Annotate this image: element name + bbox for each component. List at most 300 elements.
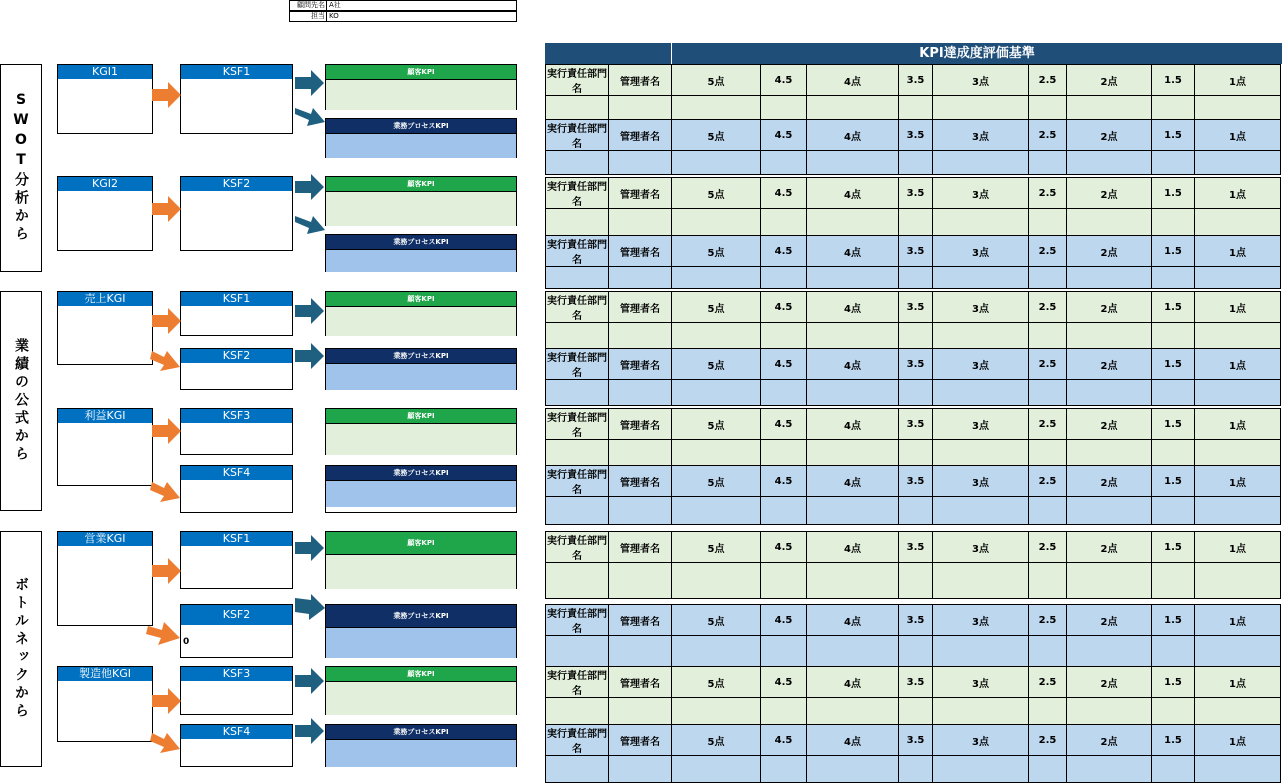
score-header-cell: 2点: [1067, 292, 1152, 323]
ksf-box[interactable]: [180, 724, 293, 767]
score-input-cell[interactable]: [761, 497, 807, 525]
arrow-diagonal-icon: [150, 343, 182, 373]
section-swot-label: SWOT分析から: [13, 92, 29, 244]
score-input-cell[interactable]: [933, 267, 1029, 289]
score-header-cell: 管理者名: [609, 725, 672, 756]
score-header-cell: 2.5: [1029, 667, 1067, 698]
customer-kpi-header: 顧客KPI: [326, 409, 516, 423]
ksf-header: KSF4: [181, 466, 292, 480]
ksf-box[interactable]: [180, 666, 293, 715]
score-header-cell: 3.5: [899, 466, 933, 497]
process-kpi-header: 業務プロセスKPI: [326, 119, 516, 133]
score-header-cell: 3点: [933, 532, 1029, 563]
score-header-cell: 3.5: [899, 667, 933, 698]
process-kpi-box[interactable]: [325, 724, 517, 767]
kpi-criteria-table: [545, 177, 1281, 243]
score-input-cell[interactable]: [761, 380, 807, 406]
score-input-cell[interactable]: [933, 497, 1029, 525]
kpi-criteria-title: KPI達成度評価基準: [672, 43, 1282, 64]
score-header-cell: 4点: [807, 120, 899, 151]
score-input-cell[interactable]: [761, 563, 807, 599]
ksf-header: KSF2: [181, 605, 292, 625]
score-header-cell: 1.5: [1152, 349, 1195, 380]
score-input-cell[interactable]: [1195, 380, 1281, 406]
score-header-cell: 1.5: [1152, 725, 1195, 756]
score-header-cell: 管理者名: [609, 349, 672, 380]
score-header-cell: 1.5: [1152, 605, 1195, 636]
customer-kpi-header: 顧客KPI: [326, 65, 516, 79]
customer-kpi-box[interactable]: [325, 408, 517, 455]
ksf-box[interactable]: [180, 531, 293, 589]
score-header-cell: 5点: [672, 466, 761, 497]
score-header-cell: 1.5: [1152, 532, 1195, 563]
score-header-cell: 1点: [1195, 466, 1281, 497]
score-header-cell: 4.5: [761, 178, 807, 209]
arrow-right-icon: [295, 718, 325, 744]
kgi-header: 売上KGI: [58, 292, 152, 306]
client-label: 顧問先名: [290, 1, 327, 10]
score-input-cell[interactable]: [1152, 563, 1195, 599]
score-input-cell[interactable]: [1067, 497, 1152, 525]
score-input-cell[interactable]: [609, 563, 672, 599]
score-header-cell: 3点: [933, 466, 1029, 497]
score-input-cell[interactable]: [933, 563, 1029, 599]
ksf-header: KSF1: [181, 532, 292, 546]
arrow-right-icon: [295, 535, 325, 561]
score-header-cell: 5点: [672, 65, 761, 96]
score-header-cell: 2点: [1067, 349, 1152, 380]
score-header-cell: 1点: [1195, 178, 1281, 209]
score-header-cell: 4点: [807, 65, 899, 96]
score-header-cell: 実行責任部門名: [546, 667, 609, 698]
score-input-cell[interactable]: [1067, 563, 1152, 599]
score-input-cell[interactable]: [899, 563, 933, 599]
score-input-cell[interactable]: [807, 563, 899, 599]
score-header-cell: 管理者名: [609, 532, 672, 563]
score-header-cell: 1点: [1195, 349, 1281, 380]
kgi-header: 営業KGI: [58, 532, 152, 546]
score-header-cell: 2点: [1067, 65, 1152, 96]
ksf-box[interactable]: [180, 64, 293, 134]
score-header-cell: 1.5: [1152, 120, 1195, 151]
score-input-cell[interactable]: [899, 267, 933, 289]
ksf-box[interactable]: [180, 465, 293, 513]
score-input-cell[interactable]: [807, 636, 899, 668]
score-input-cell[interactable]: [899, 151, 933, 175]
score-input-cell[interactable]: [672, 497, 761, 525]
score-input-cell[interactable]: [1029, 380, 1067, 406]
score-header-cell: 1.5: [1152, 65, 1195, 96]
score-header-cell: 2.5: [1029, 466, 1067, 497]
customer-kpi-box[interactable]: [325, 64, 517, 110]
arrow-right-icon: [152, 688, 182, 714]
process-kpi-header: 業務プロセスKPI: [326, 466, 516, 480]
score-input-cell[interactable]: [1029, 563, 1067, 599]
score-header-cell: 5点: [672, 409, 761, 440]
kpi-criteria-table: [545, 64, 1281, 126]
score-header-cell: 2点: [1067, 120, 1152, 151]
score-header-cell: 実行責任部門名: [546, 466, 609, 497]
process-kpi-box[interactable]: [325, 348, 517, 390]
score-input-cell[interactable]: [546, 756, 609, 783]
score-header-cell: 5点: [672, 667, 761, 698]
ksf-header: KSF3: [181, 409, 292, 423]
score-input-cell[interactable]: [546, 380, 609, 406]
arrow-right-icon: [152, 82, 182, 108]
score-input-cell[interactable]: [546, 267, 609, 289]
score-input-cell[interactable]: [933, 756, 1029, 783]
score-header-cell: 4.5: [761, 532, 807, 563]
score-header-cell: 管理者名: [609, 178, 672, 209]
score-header-cell: 4点: [807, 349, 899, 380]
process-kpi-box[interactable]: [325, 465, 517, 513]
arrow-right-icon: [152, 196, 182, 222]
score-header-cell: 5点: [672, 120, 761, 151]
score-header-cell: 2点: [1067, 178, 1152, 209]
customer-kpi-box[interactable]: [325, 531, 517, 589]
ksf-header: KSF4: [181, 725, 292, 739]
score-header-cell: 2.5: [1029, 532, 1067, 563]
process-kpi-header: 業務プロセスKPI: [326, 235, 516, 249]
kpi-criteria-table: [545, 408, 1281, 471]
score-input-cell[interactable]: [609, 380, 672, 406]
score-input-cell[interactable]: [546, 563, 609, 599]
arrow-right-icon: [295, 70, 325, 96]
score-header-cell: 2.5: [1029, 409, 1067, 440]
kgi-header: 利益KGI: [58, 409, 152, 423]
score-input-cell[interactable]: [761, 151, 807, 175]
score-header-cell: 管理者名: [609, 605, 672, 636]
score-input-cell[interactable]: [1067, 380, 1152, 406]
score-header-cell: 2点: [1067, 236, 1152, 267]
score-input-cell[interactable]: [1195, 756, 1281, 783]
score-header-cell: 2.5: [1029, 120, 1067, 151]
arrow-right-icon: [295, 668, 325, 694]
score-header-cell: 実行責任部門名: [546, 349, 609, 380]
score-input-cell[interactable]: [609, 756, 672, 783]
score-header-cell: 5点: [672, 532, 761, 563]
score-input-cell[interactable]: [1152, 497, 1195, 525]
client-value[interactable]: A社: [329, 1, 341, 9]
score-input-cell[interactable]: [933, 151, 1029, 175]
score-input-cell[interactable]: [1067, 151, 1152, 175]
score-header-cell: 1点: [1195, 605, 1281, 636]
score-header-cell: 3.5: [899, 65, 933, 96]
score-header-cell: 3点: [933, 120, 1029, 151]
score-header-cell: 1点: [1195, 65, 1281, 96]
score-header-cell: 4点: [807, 466, 899, 497]
score-header-cell: 3.5: [899, 532, 933, 563]
score-header-cell: 3.5: [899, 409, 933, 440]
ksf-box[interactable]: [180, 176, 293, 251]
arrow-right-icon: [152, 558, 182, 584]
score-header-cell: 4点: [807, 292, 899, 323]
score-header-cell: 1点: [1195, 667, 1281, 698]
score-header-cell: 実行責任部門名: [546, 605, 609, 636]
score-input-cell[interactable]: [933, 380, 1029, 406]
section-gyoseki-label: 業績の公式から: [13, 338, 29, 464]
score-header-cell: 1.5: [1152, 466, 1195, 497]
score-header-cell: 4点: [807, 409, 899, 440]
score-input-cell[interactable]: [546, 497, 609, 525]
ksf-header: KSF3: [181, 667, 292, 681]
score-header-cell: 管理者名: [609, 409, 672, 440]
arrow-right-icon: [295, 298, 325, 324]
score-header-cell: 3.5: [899, 236, 933, 267]
score-input-cell[interactable]: [546, 636, 609, 668]
score-header-cell: 5点: [672, 349, 761, 380]
score-header-cell: 4.5: [761, 65, 807, 96]
score-header-cell: 4.5: [761, 725, 807, 756]
ksf-header: KSF1: [181, 65, 292, 79]
score-header-cell: 3点: [933, 236, 1029, 267]
score-header-cell: 5点: [672, 236, 761, 267]
score-input-cell[interactable]: [1067, 636, 1152, 668]
score-header-cell: 2.5: [1029, 725, 1067, 756]
score-header-cell: 1.5: [1152, 178, 1195, 209]
person-value[interactable]: KO: [329, 12, 339, 20]
score-input-cell[interactable]: [609, 151, 672, 175]
ksf-box[interactable]: [180, 291, 293, 336]
score-header-cell: 4点: [807, 725, 899, 756]
section-bottleneck-label: ボトルネックから: [13, 577, 29, 721]
score-input-cell[interactable]: [1195, 151, 1281, 175]
arrow-diagonal-icon: [295, 594, 325, 622]
score-input-cell[interactable]: [609, 497, 672, 525]
score-header-cell: 3点: [933, 667, 1029, 698]
customer-kpi-box[interactable]: [325, 291, 517, 336]
score-header-cell: 管理者名: [609, 120, 672, 151]
score-input-cell[interactable]: [1029, 636, 1067, 668]
score-header-cell: 2点: [1067, 725, 1152, 756]
score-input-cell[interactable]: [1195, 267, 1281, 289]
process-kpi-box[interactable]: [325, 604, 517, 658]
score-header-cell: 2.5: [1029, 349, 1067, 380]
score-header-cell: 2点: [1067, 409, 1152, 440]
arrow-right-icon: [152, 308, 182, 334]
person-row: [289, 11, 517, 22]
score-header-cell: 1.5: [1152, 667, 1195, 698]
kgi-header: 製造他KGI: [58, 667, 152, 681]
score-header-cell: 実行責任部門名: [546, 409, 609, 440]
score-input-cell[interactable]: [761, 267, 807, 289]
process-kpi-header: 業務プロセスKPI: [326, 725, 516, 739]
score-header-cell: 管理者名: [609, 292, 672, 323]
score-input-cell[interactable]: [1152, 267, 1195, 289]
score-header-cell: 4.5: [761, 292, 807, 323]
score-header-cell: 5点: [672, 725, 761, 756]
kgi-box[interactable]: [57, 531, 153, 626]
score-header-cell: 4点: [807, 178, 899, 209]
kgi-box[interactable]: [57, 64, 153, 134]
score-input-cell[interactable]: [807, 267, 899, 289]
score-input-cell[interactable]: [609, 267, 672, 289]
score-input-cell[interactable]: [807, 756, 899, 783]
score-input-cell[interactable]: [546, 151, 609, 175]
score-header-cell: 3点: [933, 605, 1029, 636]
kgi-box[interactable]: [57, 176, 153, 251]
score-header-cell: 実行責任部門名: [546, 178, 609, 209]
score-header-cell: 実行責任部門名: [546, 292, 609, 323]
score-input-cell[interactable]: [933, 636, 1029, 668]
score-header-cell: 5点: [672, 292, 761, 323]
score-input-cell[interactable]: [1152, 636, 1195, 668]
score-header-cell: 4.5: [761, 409, 807, 440]
score-header-cell: 4点: [807, 532, 899, 563]
score-input-cell[interactable]: [672, 636, 761, 668]
score-header-cell: 2.5: [1029, 605, 1067, 636]
score-input-cell[interactable]: [1029, 151, 1067, 175]
score-header-cell: 3点: [933, 349, 1029, 380]
customer-kpi-header: 顧客KPI: [326, 177, 516, 191]
score-input-cell[interactable]: [672, 380, 761, 406]
score-input-cell[interactable]: [672, 267, 761, 289]
score-header-cell: 3.5: [899, 292, 933, 323]
score-input-cell[interactable]: [1195, 563, 1281, 599]
kpi-criteria-table: [545, 724, 1281, 783]
score-input-cell[interactable]: [672, 563, 761, 599]
score-header-cell: 4点: [807, 667, 899, 698]
kgi-header: KGI1: [58, 65, 152, 79]
score-header-cell: 2点: [1067, 667, 1152, 698]
score-input-cell[interactable]: [1029, 497, 1067, 525]
score-input-cell[interactable]: [1152, 756, 1195, 783]
score-header-cell: 3.5: [899, 120, 933, 151]
ksf-box[interactable]: [180, 408, 293, 455]
customer-kpi-header: 顧客KPI: [326, 532, 516, 554]
score-header-cell: 3点: [933, 725, 1029, 756]
score-header-cell: 1点: [1195, 409, 1281, 440]
score-header-cell: 2.5: [1029, 236, 1067, 267]
score-header-cell: 3.5: [899, 725, 933, 756]
score-input-cell[interactable]: [1152, 151, 1195, 175]
kgi-box[interactable]: [57, 408, 153, 486]
score-header-cell: 3.5: [899, 349, 933, 380]
score-header-cell: 1.5: [1152, 292, 1195, 323]
score-input-cell[interactable]: [1029, 756, 1067, 783]
kgi-box[interactable]: [57, 291, 153, 365]
score-header-cell: 4.5: [761, 236, 807, 267]
score-input-cell[interactable]: [899, 756, 933, 783]
score-header-cell: 1点: [1195, 532, 1281, 563]
arrow-diagonal-icon: [146, 614, 182, 646]
score-header-cell: 2点: [1067, 466, 1152, 497]
kpi-criteria-table: [545, 666, 1281, 731]
process-kpi-header: 業務プロセスKPI: [326, 605, 516, 627]
score-header-cell: 2点: [1067, 605, 1152, 636]
score-input-cell[interactable]: [807, 151, 899, 175]
score-header-cell: 実行責任部門名: [546, 532, 609, 563]
score-input-cell[interactable]: [761, 636, 807, 668]
score-header-cell: 4.5: [761, 605, 807, 636]
kpi-criteria-table: [545, 291, 1281, 353]
score-header-cell: 4点: [807, 605, 899, 636]
score-header-cell: 3点: [933, 292, 1029, 323]
person-label: 担当: [290, 12, 327, 21]
kpi-criteria-table: [545, 119, 1281, 175]
section-swot: [0, 64, 42, 272]
score-input-cell[interactable]: [807, 380, 899, 406]
arrow-right-icon: [295, 343, 325, 369]
score-header-cell: 2.5: [1029, 178, 1067, 209]
section-bottleneck: [0, 531, 42, 767]
score-input-cell[interactable]: [761, 756, 807, 783]
kpi-criteria-table: [545, 604, 1281, 668]
process-kpi-header: 業務プロセスKPI: [326, 349, 516, 363]
customer-kpi-box[interactable]: [325, 176, 517, 226]
score-header-cell: 4.5: [761, 120, 807, 151]
ksf-header: KSF1: [181, 292, 292, 306]
ksf-box[interactable]: [180, 604, 293, 658]
score-header-cell: 1点: [1195, 725, 1281, 756]
score-input-cell[interactable]: [1067, 756, 1152, 783]
customer-kpi-box[interactable]: [325, 666, 517, 715]
score-header-cell: 2.5: [1029, 65, 1067, 96]
ksf-box[interactable]: [180, 348, 293, 390]
score-header-cell: 1点: [1195, 120, 1281, 151]
customer-kpi-header: 顧客KPI: [326, 292, 516, 306]
process-kpi-box[interactable]: [325, 234, 517, 272]
score-input-cell[interactable]: [609, 636, 672, 668]
kpi-criteria-table: [545, 348, 1281, 406]
score-input-cell[interactable]: [1067, 267, 1152, 289]
client-row: [289, 0, 517, 11]
score-header-cell: 実行責任部門名: [546, 65, 609, 96]
score-input-cell[interactable]: [899, 636, 933, 668]
kpi-criteria-table: [545, 465, 1281, 525]
score-header-cell: 管理者名: [609, 65, 672, 96]
score-header-cell: 4.5: [761, 466, 807, 497]
score-header-cell: 1点: [1195, 292, 1281, 323]
score-input-cell[interactable]: [899, 497, 933, 525]
arrow-diagonal-icon: [150, 474, 182, 504]
score-header-cell: 3点: [933, 409, 1029, 440]
kgi-header: KGI2: [58, 177, 152, 191]
score-input-cell[interactable]: [672, 151, 761, 175]
ksf-header: KSF2: [181, 349, 292, 363]
score-header-cell: 1.5: [1152, 409, 1195, 440]
score-header-cell: 4.5: [761, 667, 807, 698]
score-header-cell: 管理者名: [609, 667, 672, 698]
score-header-cell: 4点: [807, 236, 899, 267]
ksf-value: 0: [183, 637, 190, 647]
score-input-cell[interactable]: [807, 497, 899, 525]
score-header-cell: 3.5: [899, 178, 933, 209]
score-input-cell[interactable]: [1152, 380, 1195, 406]
process-kpi-box[interactable]: [325, 118, 517, 158]
score-header-cell: 5点: [672, 605, 761, 636]
score-input-cell[interactable]: [1029, 267, 1067, 289]
score-input-cell[interactable]: [672, 756, 761, 783]
score-header-cell: 3点: [933, 65, 1029, 96]
score-input-cell[interactable]: [1195, 497, 1281, 525]
score-header-cell: 実行責任部門名: [546, 120, 609, 151]
kgi-box[interactable]: [57, 666, 153, 742]
score-header-cell: 3点: [933, 178, 1029, 209]
score-header-cell: 1.5: [1152, 236, 1195, 267]
score-input-cell[interactable]: [1195, 636, 1281, 668]
kpi-criteria-table: [545, 531, 1281, 599]
kpi-criteria-table: [545, 235, 1281, 289]
score-input-cell[interactable]: [899, 380, 933, 406]
customer-kpi-header: 顧客KPI: [326, 667, 516, 681]
arrow-right-icon: [295, 174, 325, 200]
score-header-cell: 3.5: [899, 605, 933, 636]
score-header-cell: 5点: [672, 178, 761, 209]
table-header-blank: [545, 43, 671, 64]
score-header-cell: 管理者名: [609, 466, 672, 497]
score-header-cell: 2点: [1067, 532, 1152, 563]
